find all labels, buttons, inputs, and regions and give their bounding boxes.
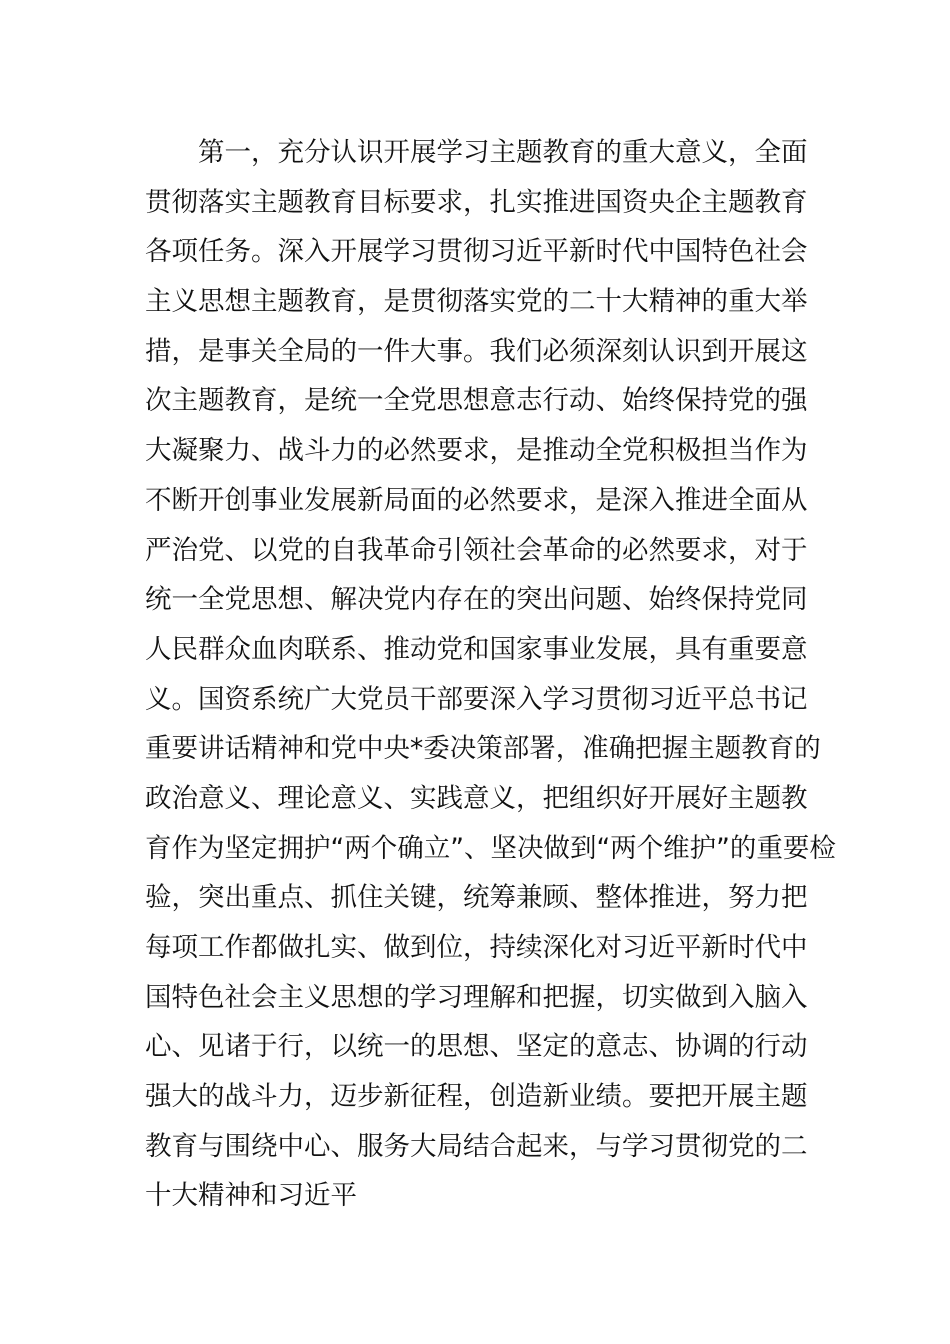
paragraph-line: 人民群众血肉联系、推动党和国家事业发展，具有重要意 [145, 633, 808, 665]
paragraph-line: 义。国资系统广大党员干部要深入学习贯彻习近平总书记 [145, 683, 808, 715]
paragraph-line: 育作为坚定拥护“两个确立”、坚决做到“两个维护”的重要检 [145, 832, 836, 864]
paragraph-line: 验，突出重点、抓住关键，统筹兼顾、整体推进，努力把 [145, 882, 808, 914]
paragraph-line: 各项任务。深入开展学习贯彻习近平新时代中国特色社会 [145, 236, 808, 268]
paragraph-line: 贯彻落实主题教育目标要求，扎实推进国资央企主题教育 [145, 186, 808, 218]
paragraph-line: 大凝聚力、战斗力的必然要求，是推动全党积极担当作为 [145, 435, 808, 467]
paragraph-line: 不断开创事业发展新局面的必然要求，是深入推进全面从 [145, 484, 808, 516]
paragraph-line: 国特色社会主义思想的学习理解和把握，切实做到入脑入 [145, 981, 808, 1013]
paragraph-line: 措，是事关全局的一件大事。我们必须深刻认识到开展这 [145, 335, 808, 367]
document-body [145, 128, 836, 1221]
paragraph-line: 强大的战斗力，迈步新征程，创造新业绩。要把开展主题 [145, 1081, 808, 1113]
paragraph-line: 重要讲话精神和党中央*委决策部署，准确把握主题教育的 [145, 733, 821, 765]
paragraph-line: 每项工作都做扎实、做到位，持续深化对习近平新时代中 [145, 932, 808, 963]
paragraph-line: 主义思想主题教育，是贯彻落实党的二十大精神的重大举 [145, 286, 808, 318]
paragraph-line: 严治党、以党的自我革命引领社会革命的必然要求，对于 [145, 534, 808, 566]
paragraph-line: 教育与围绕中心、服务大局结合起来，与学习贯彻党的二 [145, 1130, 808, 1162]
paragraph-line: 十大精神和习近平 [145, 1180, 357, 1212]
paragraph-line: 第一，充分认识开展学习主题教育的重大意义，全面 [198, 137, 808, 168]
paragraph-line: 次主题教育，是统一全党思想意志行动、始终保持党的强 [145, 385, 808, 417]
paragraph-line: 统一全党思想、解决党内存在的突出问题、始终保持党同 [145, 584, 808, 616]
paragraph-line: 政治意义、理论意义、实践意义，把组织好开展好主题教 [145, 782, 808, 814]
paragraph-line: 心、见诸于行，以统一的思想、坚定的意志、协调的行动 [145, 1031, 808, 1063]
